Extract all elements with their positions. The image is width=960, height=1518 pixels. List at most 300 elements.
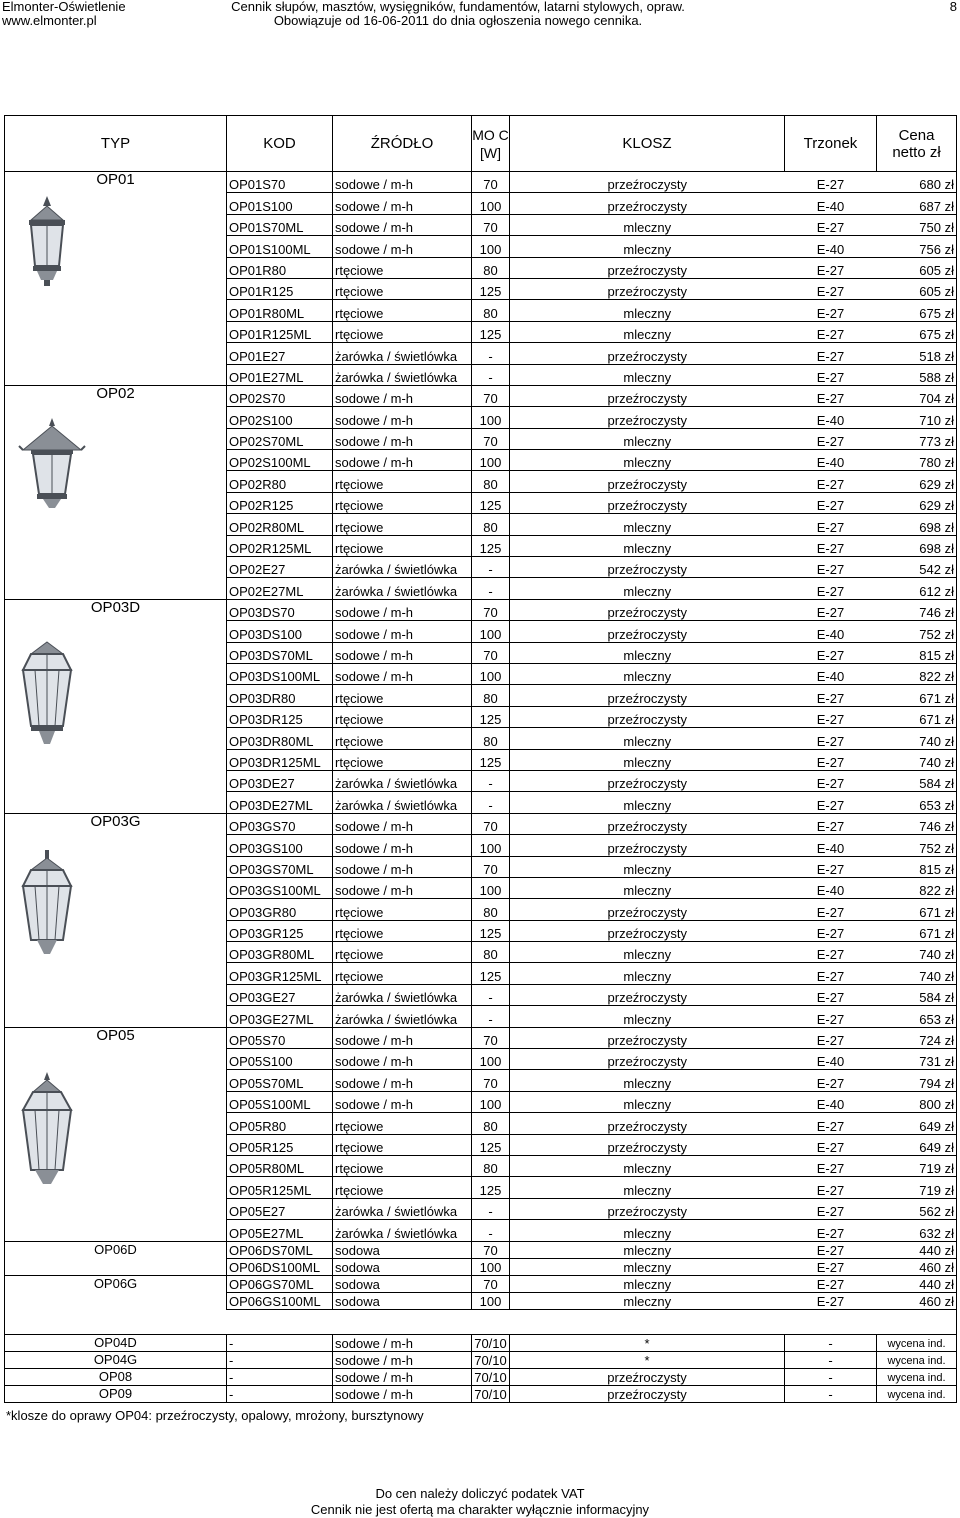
table-row (5, 1385, 957, 1402)
code-cell: OP06DS70ML (227, 1241, 333, 1258)
shade-cell: przeźroczysty (510, 1027, 785, 1048)
table-row (5, 1368, 957, 1385)
shade-cell: mleczny (510, 1292, 785, 1309)
socket-cell: E-40 (785, 835, 877, 856)
code-cell: OP01S100 (227, 193, 333, 214)
shade-cell: przeźroczysty (510, 385, 785, 406)
socket-cell: - (785, 1351, 877, 1368)
type-label: OP05 (96, 1027, 135, 1044)
shade-cell: mleczny (510, 300, 785, 321)
price-cell: 698 zł (877, 514, 957, 535)
power-cell: - (472, 792, 510, 813)
socket-cell: E-27 (785, 1027, 877, 1048)
source-cell: rtęciowe (333, 1113, 472, 1134)
shade-cell: przeźroczysty (510, 193, 785, 214)
shade-cell: mleczny (510, 214, 785, 235)
source-cell: sodowe / m-h (333, 621, 472, 642)
code-cell: OP05S70 (227, 1027, 333, 1048)
socket-cell: E-27 (785, 428, 877, 449)
price-cell: 649 zł (877, 1113, 957, 1134)
socket-cell: E-27 (785, 172, 877, 193)
shade-cell: mleczny (510, 535, 785, 556)
power-cell: 70 (472, 172, 510, 193)
code-cell: OP03GE27 (227, 984, 333, 1005)
price-cell: 815 zł (877, 856, 957, 877)
power-cell: - (472, 364, 510, 385)
type-cell: OP09 (5, 1385, 227, 1402)
socket-cell: E-27 (785, 535, 877, 556)
type-cell: OP04D (5, 1334, 227, 1351)
socket-cell: E-27 (785, 728, 877, 749)
price-cell: 740 zł (877, 728, 957, 749)
power-cell: 125 (472, 1134, 510, 1155)
source-cell: sodowe / m-h (333, 1027, 472, 1048)
power-cell: 70/10 (472, 1385, 510, 1402)
shade-cell: mleczny (510, 963, 785, 984)
socket-cell: E-27 (785, 1258, 877, 1275)
page-number: 8 (949, 0, 957, 14)
socket-cell: E-27 (785, 1006, 877, 1027)
power-cell: 125 (472, 749, 510, 770)
price-cell: 710 zł (877, 407, 957, 428)
code-cell: OP03DE27 (227, 770, 333, 791)
shade-cell: przeźroczysty (510, 685, 785, 706)
price-cell: 794 zł (877, 1070, 957, 1091)
code-cell: OP02S70 (227, 385, 333, 406)
code-cell: OP03GR125 (227, 920, 333, 941)
price-cell: 584 zł (877, 770, 957, 791)
code-cell: - (227, 1368, 333, 1385)
price-cell: 750 zł (877, 214, 957, 235)
source-cell: żarówka / świetlówka (333, 1220, 472, 1241)
code-cell: OP03GR125ML (227, 963, 333, 984)
socket-cell: E-27 (785, 557, 877, 578)
source-cell: sodowe / m-h (333, 1351, 472, 1368)
power-cell: 70 (472, 1275, 510, 1292)
spacer-cell (227, 1309, 333, 1334)
code-cell: OP02S100ML (227, 450, 333, 471)
power-cell: 80 (472, 1113, 510, 1134)
socket-cell: E-27 (785, 963, 877, 984)
price-cell: 740 zł (877, 942, 957, 963)
socket-cell: E-27 (785, 578, 877, 599)
shade-cell: mleczny (510, 728, 785, 749)
price-cell: 671 zł (877, 685, 957, 706)
power-cell: 125 (472, 920, 510, 941)
table-row (5, 385, 957, 406)
code-cell: OP06GS70ML (227, 1275, 333, 1292)
shade-cell: mleczny (510, 450, 785, 471)
shade-cell: przeźroczysty (510, 1113, 785, 1134)
power-cell: 70 (472, 428, 510, 449)
shade-cell: przeźroczysty (510, 899, 785, 920)
type-cell (5, 172, 227, 386)
lantern-op02-image (17, 416, 87, 514)
shade-cell: mleczny (510, 1258, 785, 1275)
socket-cell: - (785, 1385, 877, 1402)
shade-cell: przeźroczysty (510, 984, 785, 1005)
type-cell (5, 599, 227, 813)
source-cell: żarówka / świetlówka (333, 984, 472, 1005)
code-cell: OP03GS70ML (227, 856, 333, 877)
col-header-klosz: KLOSZ (510, 116, 785, 172)
power-cell: 100 (472, 407, 510, 428)
code-cell: OP05E27 (227, 1198, 333, 1219)
price-cell: 653 zł (877, 1006, 957, 1027)
socket-cell: E-40 (785, 877, 877, 898)
source-cell: rtęciowe (333, 963, 472, 984)
source-cell: rtęciowe (333, 899, 472, 920)
code-cell: OP03DR125ML (227, 749, 333, 770)
code-cell: OP03GS70 (227, 813, 333, 834)
shade-cell: mleczny (510, 1220, 785, 1241)
socket-cell: E-27 (785, 599, 877, 620)
source-cell: sodowe / m-h (333, 450, 472, 471)
power-cell: 70 (472, 214, 510, 235)
table-row (5, 1241, 957, 1258)
shade-cell: * (510, 1334, 785, 1351)
price-cell: 612 zł (877, 578, 957, 599)
price-cell: 752 zł (877, 621, 957, 642)
source-cell: rtęciowe (333, 492, 472, 513)
shade-cell: przeźroczysty (510, 257, 785, 278)
col-header-typ: TYP (5, 116, 227, 172)
code-cell: OP02R80ML (227, 514, 333, 535)
power-cell: 70/10 (472, 1351, 510, 1368)
power-cell: 70 (472, 1070, 510, 1091)
code-cell: OP05S70ML (227, 1070, 333, 1091)
source-cell: żarówka / świetlówka (333, 578, 472, 599)
type-label: OP03D (90, 599, 141, 616)
shade-cell: mleczny (510, 942, 785, 963)
code-cell: OP05E27ML (227, 1220, 333, 1241)
socket-cell: E-27 (785, 321, 877, 342)
shade-cell: mleczny (510, 663, 785, 684)
socket-cell: E-27 (785, 514, 877, 535)
power-cell: 80 (472, 728, 510, 749)
power-cell: 80 (472, 1155, 510, 1176)
footer-vat: Do cen należy doliczyć podatek VAT (375, 1486, 585, 1501)
price-cell: 731 zł (877, 1049, 957, 1070)
col-header-cena: Cena netto zł (877, 116, 957, 172)
socket-cell: E-27 (785, 813, 877, 834)
price-cell: 440 zł (877, 1241, 957, 1258)
power-cell: - (472, 343, 510, 364)
source-cell: sodowa (333, 1275, 472, 1292)
code-cell: - (227, 1334, 333, 1351)
code-cell: - (227, 1351, 333, 1368)
source-cell: żarówka / świetlówka (333, 557, 472, 578)
table-row (5, 1027, 957, 1048)
type-cell (5, 385, 227, 599)
shade-cell: przeźroczysty (510, 471, 785, 492)
power-cell: 100 (472, 877, 510, 898)
shade-cell: mleczny (510, 642, 785, 663)
price-cell: 815 zł (877, 642, 957, 663)
footnote: *klosze do oprawy OP04: przeźroczysty, opalowy, mrożony, bursztynowy (6, 1408, 424, 1423)
code-cell: OP03DR80 (227, 685, 333, 706)
power-cell: 80 (472, 471, 510, 492)
socket-cell: E-27 (785, 1155, 877, 1176)
shade-cell: mleczny (510, 1177, 785, 1198)
socket-cell: E-27 (785, 1113, 877, 1134)
col-header-moc: MO C [W] (472, 116, 510, 172)
power-cell: 70/10 (472, 1334, 510, 1351)
shade-cell: mleczny (510, 1091, 785, 1112)
code-cell: OP03GE27ML (227, 1006, 333, 1027)
shade-cell: przeźroczysty (510, 172, 785, 193)
code-cell: OP02R80 (227, 471, 333, 492)
source-cell: sodowe / m-h (333, 877, 472, 898)
code-cell: OP03DR125 (227, 706, 333, 727)
source-cell: rtęciowe (333, 728, 472, 749)
price-cell: 773 zł (877, 428, 957, 449)
source-cell: sodowe / m-h (333, 385, 472, 406)
source-cell: rtęciowe (333, 257, 472, 278)
source-cell: sodowe / m-h (333, 236, 472, 257)
power-cell: 100 (472, 1258, 510, 1275)
spacer-cell (472, 1309, 510, 1334)
table-header-row (5, 116, 957, 172)
table-row (5, 599, 957, 620)
power-cell: 80 (472, 257, 510, 278)
shade-cell: przeźroczysty (510, 1385, 785, 1402)
source-cell: sodowe / m-h (333, 663, 472, 684)
power-cell: 125 (472, 706, 510, 727)
source-cell: sodowe / m-h (333, 214, 472, 235)
power-cell: 80 (472, 942, 510, 963)
power-cell: 125 (472, 278, 510, 299)
source-cell: rtęciowe (333, 749, 472, 770)
spacer-cell (333, 1309, 472, 1334)
code-cell: OP05R125 (227, 1134, 333, 1155)
source-cell: sodowe / m-h (333, 428, 472, 449)
shade-cell: mleczny (510, 749, 785, 770)
table-row (5, 1351, 957, 1368)
code-cell: OP05R125ML (227, 1177, 333, 1198)
socket-cell: E-27 (785, 706, 877, 727)
socket-cell: E-27 (785, 792, 877, 813)
code-cell: OP05R80ML (227, 1155, 333, 1176)
price-cell: 680 zł (877, 172, 957, 193)
price-cell: 562 zł (877, 1198, 957, 1219)
source-cell: rtęciowe (333, 706, 472, 727)
shade-cell: przeźroczysty (510, 1049, 785, 1070)
shade-cell: mleczny (510, 364, 785, 385)
power-cell: 125 (472, 963, 510, 984)
source-cell: żarówka / świetlówka (333, 792, 472, 813)
shade-cell: mleczny (510, 236, 785, 257)
code-cell: OP02S100 (227, 407, 333, 428)
code-cell: OP05R80 (227, 1113, 333, 1134)
source-cell: rtęciowe (333, 278, 472, 299)
lantern-op05-image (17, 1070, 77, 1193)
source-cell: żarówka / świetlówka (333, 1006, 472, 1027)
code-cell: OP03DS70 (227, 599, 333, 620)
code-cell: OP06GS100ML (227, 1292, 333, 1309)
power-cell: 100 (472, 835, 510, 856)
power-cell: 100 (472, 1091, 510, 1112)
source-cell: rtęciowe (333, 685, 472, 706)
socket-cell: E-27 (785, 214, 877, 235)
shade-cell: mleczny (510, 1241, 785, 1258)
code-cell: - (227, 1385, 333, 1402)
power-cell: 100 (472, 193, 510, 214)
socket-cell: E-27 (785, 1275, 877, 1292)
spacer-row (5, 1309, 957, 1334)
power-cell: 70 (472, 385, 510, 406)
source-cell: sodowe / m-h (333, 642, 472, 663)
price-cell: 780 zł (877, 450, 957, 471)
socket-cell: - (785, 1368, 877, 1385)
table-row (5, 1292, 957, 1309)
power-cell: 100 (472, 621, 510, 642)
shade-cell: * (510, 1351, 785, 1368)
power-cell: 125 (472, 535, 510, 556)
power-cell: - (472, 1006, 510, 1027)
spacer-cell (510, 1309, 785, 1334)
lantern-op03g-image (17, 848, 77, 961)
power-cell: 100 (472, 1049, 510, 1070)
type-cell (5, 1258, 227, 1275)
shade-cell: mleczny (510, 578, 785, 599)
socket-cell: E-40 (785, 663, 877, 684)
power-cell: 125 (472, 321, 510, 342)
spacer-cell (877, 1309, 957, 1334)
source-cell: rtęciowe (333, 535, 472, 556)
power-cell: - (472, 984, 510, 1005)
price-cell: 632 zł (877, 1220, 957, 1241)
table-row (5, 1334, 957, 1351)
shade-cell: przeźroczysty (510, 706, 785, 727)
shade-cell: mleczny (510, 1275, 785, 1292)
col-header-kod: KOD (227, 116, 333, 172)
shade-cell: przeźroczysty (510, 407, 785, 428)
shade-cell: przeźroczysty (510, 813, 785, 834)
price-cell: 460 zł (877, 1292, 957, 1309)
socket-cell: E-40 (785, 193, 877, 214)
table-row (5, 813, 957, 834)
socket-cell: E-27 (785, 942, 877, 963)
shade-cell: przeźroczysty (510, 1368, 785, 1385)
socket-cell: E-27 (785, 1292, 877, 1309)
socket-cell: E-27 (785, 343, 877, 364)
lantern-op03d-image (17, 640, 77, 753)
website-link[interactable]: www.elmonter.pl (2, 13, 97, 28)
col-header-trzonek: Trzonek (785, 116, 877, 172)
power-cell: 80 (472, 300, 510, 321)
power-cell: - (472, 578, 510, 599)
code-cell: OP01R80 (227, 257, 333, 278)
price-cell: wycena ind. (877, 1385, 957, 1402)
source-cell: żarówka / świetlówka (333, 343, 472, 364)
source-cell: rtęciowe (333, 920, 472, 941)
price-cell: 653 zł (877, 792, 957, 813)
source-cell: rtęciowe (333, 1134, 472, 1155)
code-cell: OP02R125 (227, 492, 333, 513)
source-cell: sodowe / m-h (333, 813, 472, 834)
socket-cell: E-27 (785, 642, 877, 663)
type-label: OP01 (96, 171, 135, 188)
document-title: Cennik słupów, masztów, wysięgników, fundamentów, latarni stylowych, opraw. (231, 0, 685, 14)
code-cell: OP03GS100 (227, 835, 333, 856)
code-cell: OP03DS100ML (227, 663, 333, 684)
socket-cell: E-27 (785, 300, 877, 321)
socket-cell: E-40 (785, 236, 877, 257)
shade-cell: mleczny (510, 792, 785, 813)
code-cell: OP01S100ML (227, 236, 333, 257)
power-cell: - (472, 770, 510, 791)
code-cell: OP03GR80 (227, 899, 333, 920)
socket-cell: E-27 (785, 492, 877, 513)
company-name: Elmonter-Oświetlenie (2, 0, 126, 14)
power-cell: 70 (472, 813, 510, 834)
source-cell: rtęciowe (333, 1155, 472, 1176)
socket-cell: E-27 (785, 856, 877, 877)
source-cell: sodowe / m-h (333, 1049, 472, 1070)
code-cell: OP03DS70ML (227, 642, 333, 663)
price-cell: 746 zł (877, 599, 957, 620)
source-cell: sodowe / m-h (333, 1368, 472, 1385)
source-cell: żarówka / świetlówka (333, 364, 472, 385)
power-cell: - (472, 557, 510, 578)
socket-cell: E-40 (785, 450, 877, 471)
price-cell: 740 zł (877, 963, 957, 984)
source-cell: sodowe / m-h (333, 856, 472, 877)
code-cell: OP02E27ML (227, 578, 333, 599)
source-cell: sodowa (333, 1241, 472, 1258)
shade-cell: przeźroczysty (510, 278, 785, 299)
price-cell: 671 zł (877, 706, 957, 727)
socket-cell: E-40 (785, 1049, 877, 1070)
source-cell: rtęciowe (333, 942, 472, 963)
socket-cell: E-27 (785, 364, 877, 385)
type-cell (5, 813, 227, 1027)
spacer-cell (5, 1309, 227, 1334)
code-cell: OP01S70ML (227, 214, 333, 235)
socket-cell: E-40 (785, 407, 877, 428)
socket-cell: E-27 (785, 257, 877, 278)
power-cell: - (472, 1220, 510, 1241)
price-cell: 698 zł (877, 535, 957, 556)
price-cell: 460 zł (877, 1258, 957, 1275)
socket-cell: E-27 (785, 749, 877, 770)
type-cell (5, 1292, 227, 1309)
shade-cell: przeźroczysty (510, 557, 785, 578)
source-cell: sodowe / m-h (333, 1385, 472, 1402)
col-header-zrodlo: ŹRÓDŁO (333, 116, 472, 172)
code-cell: OP01S70 (227, 172, 333, 193)
source-cell: sodowa (333, 1292, 472, 1309)
code-cell: OP03DS100 (227, 621, 333, 642)
price-cell: 671 zł (877, 899, 957, 920)
spacer-cell (785, 1309, 877, 1334)
power-cell: 70 (472, 1027, 510, 1048)
price-cell: 675 zł (877, 321, 957, 342)
code-cell: OP03GS100ML (227, 877, 333, 898)
power-cell: 100 (472, 663, 510, 684)
code-cell: OP03DR80ML (227, 728, 333, 749)
shade-cell: mleczny (510, 428, 785, 449)
type-cell: OP06D (5, 1241, 227, 1258)
code-cell: OP01E27ML (227, 364, 333, 385)
source-cell: sodowa (333, 1258, 472, 1275)
shade-cell: przeźroczysty (510, 492, 785, 513)
price-cell: 740 zł (877, 749, 957, 770)
table-row (5, 1275, 957, 1292)
code-cell: OP03DE27ML (227, 792, 333, 813)
type-cell: OP04G (5, 1351, 227, 1368)
